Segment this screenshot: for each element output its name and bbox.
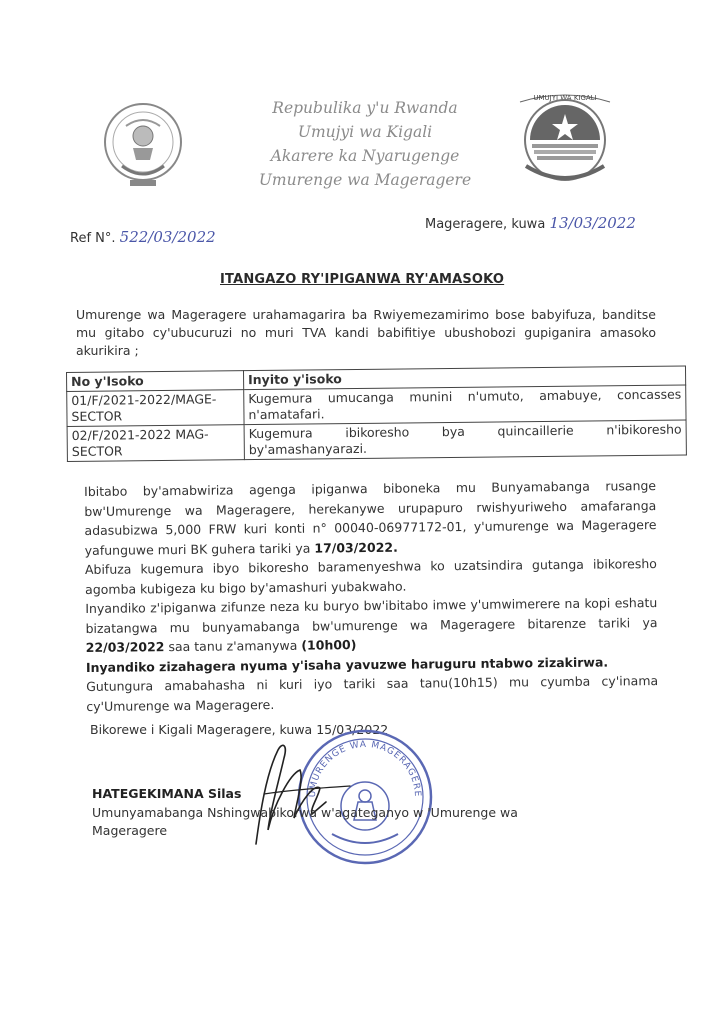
bidding-docs-text: Ibitabo by'amabwiriza agenga ipiganwa biboneka mu Bunyamabanga rusange bw'Umurenge wa Mageragere, herekanywe urupapuro rwishyuriweho amafaranga adasubizwa 5,000 FRW kuri konti n° 00040-06977172-01, y'umurenge wa Mageragere yafunguwe muri BK guhera tariki ya	[84, 478, 657, 558]
body-paragraph-3	[85, 593, 658, 657]
tender-number: 01/F/2021-2022/MAGE-SECTOR	[67, 390, 244, 427]
document-date	[425, 214, 636, 232]
page-title: ITANGAZO RY'IPIGANWA RY'AMASOKO	[220, 272, 505, 287]
bidding-start-date: 17/03/2022.	[314, 539, 398, 556]
submission-deadline-date: 22/03/2022	[85, 639, 165, 655]
reference-number	[70, 228, 216, 246]
rwanda-coat-of-arms-icon	[100, 96, 186, 192]
letterhead-district: Akarere ka Nyarugenge	[270, 147, 460, 165]
tender-number: 02/F/2021-2022 MAG-SECTOR	[67, 425, 244, 462]
column-header-number: No y'Isoko	[67, 371, 244, 392]
tender-description: Kugemura ibikoresho bya quincaillerie n'ibikoresho by'amashanyarazi.	[244, 420, 686, 460]
stamp-caption: UMURENGE WA MAGERAGERE	[307, 739, 423, 798]
ref-label: Ref N°.	[70, 231, 116, 246]
column-header-description: Inyito y'isoko	[243, 366, 685, 390]
submission-text: Inyandiko z'ipiganwa zifunze neza ku buryo bw'ibitabo imwe y'umwimerere na kopi eshatu bizatangwa mu bunyamabanga bw'umurenge wa Mageragere bitarenze tariki ya	[85, 595, 658, 636]
submission-time: (10h00)	[301, 637, 357, 653]
signer-name: HATEGEKIMANA Silas	[92, 786, 242, 801]
body-paragraph-2: Abifuza kugemura ibyo bikoresho baramenyeshwa ko uzatsindira gutanga ibikoresho agomba kubigeza ku bigo by'amashuri yubakwaho.	[84, 556, 657, 597]
body-paragraph-1	[84, 476, 657, 560]
body-paragraph-5: Gutungura amabahasha ni kuri iyo tariki saa tanu(10h15) mu cyumba cy'inama cy'Umurenge wa Mageragere.	[86, 672, 659, 714]
body-text	[84, 476, 658, 716]
closing-line: Bikorewe i Kigali Mageragere, kuwa 15/03/2022	[90, 722, 389, 737]
letterhead-country: Repubulika y'u Rwanda	[272, 99, 458, 117]
letterhead-city: Umujyi wa Kigali	[297, 123, 433, 141]
kigali-city-emblem-icon	[510, 86, 620, 188]
tender-description: Kugemura umucanga munini n'umuto, amabuye, concasses n'amatafari.	[244, 385, 686, 425]
date-value: 13/03/2022	[549, 214, 636, 232]
late-submission-notice: Inyandiko zizahagera nyuma y'isaha yavuzwe haruguru ntabwo zizakirwa.	[85, 654, 609, 675]
submission-time-text: saa tanu z'amanywa	[168, 637, 298, 655]
ref-value: 522/03/2022	[119, 228, 216, 246]
table-row	[67, 420, 686, 461]
signer-title: Umunyamabanga Nshingwabikorwa w'agateganyo w 'Umurenge wa Mageragere	[92, 805, 518, 838]
letterhead	[240, 96, 490, 192]
letterhead-sector: Umurenge wa Mageragere	[258, 171, 472, 189]
date-label: Mageragere, kuwa	[425, 217, 546, 232]
emblem-caption: UMUJYI WA KIGALI	[533, 94, 597, 102]
tenders-table	[66, 366, 687, 462]
intro-paragraph: Umurenge wa Mageragere urahamagarira ba Rwiyemezamirimo bose babyifuza, banditse mu gitabo cy'ubucuruzi no muri TVA kandi babifitiye ubushobozi gupiganira amasoko akurikira ;	[76, 307, 656, 358]
